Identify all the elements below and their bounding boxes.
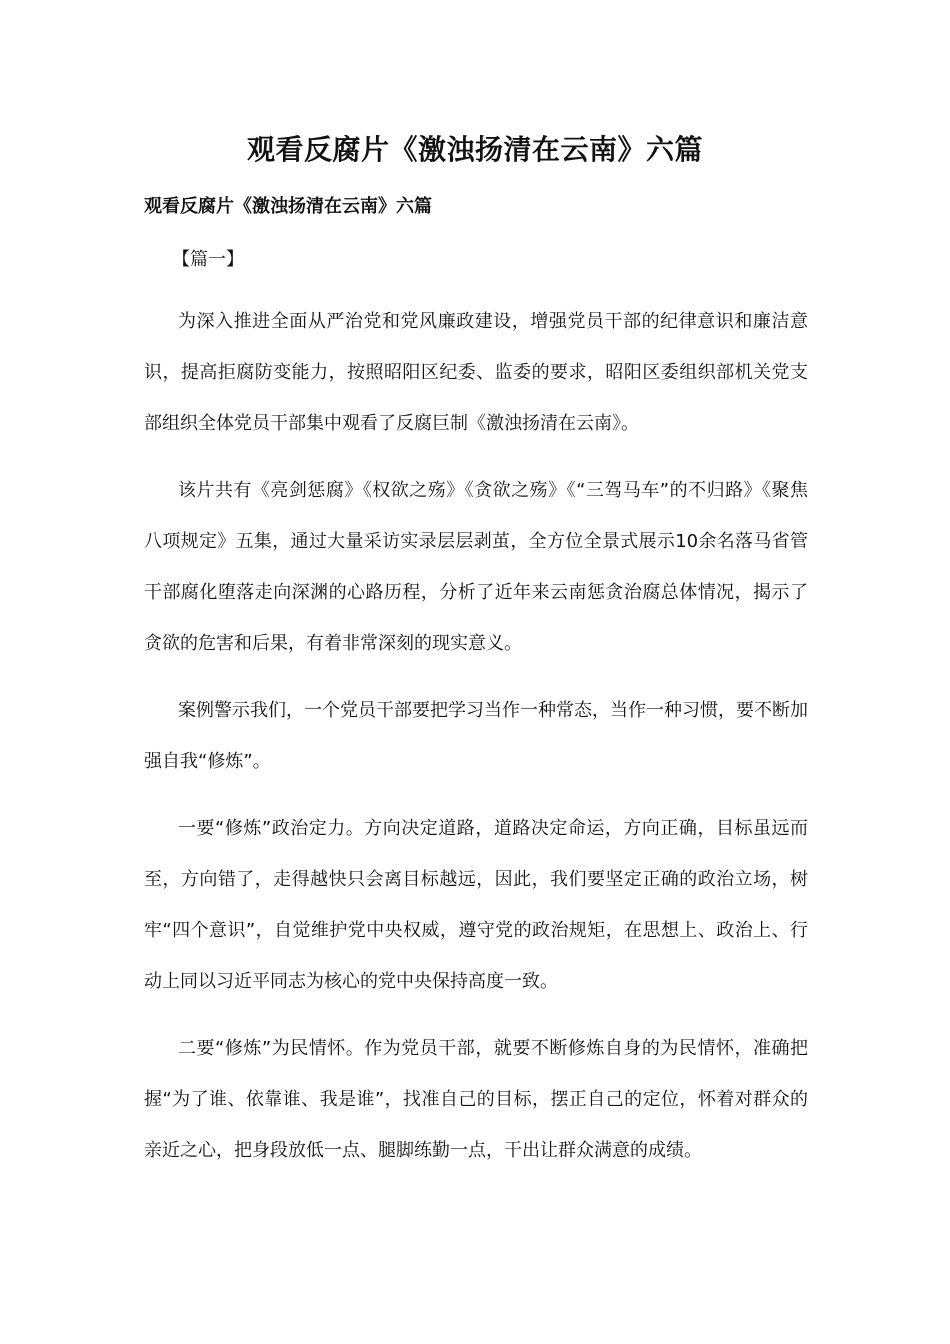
- paragraph-5: 二要“修炼”为民情怀。作为党员干部，就要不断修炼自身的为民情怀，准确把握“为了谁、依靠谁、我是谁”，找准自己的目标，摆正自己的定位，怀着对群众的亲近之心，把身段放低一点、腿脚练勤一点，干出让群众满意的成绩。: [144, 1038, 808, 1161]
- paragraph-1: 为深入推进全面从严治党和党风廉政建设，增强党员干部的纪律意识和廉洁意识，提高拒腐防变能力，按照昭阳区纪委、监委的要求，昭阳区委组织部机关党支部组织全体党员干部集中观看了反腐巨制《激浊扬清在云南》。: [144, 311, 808, 434]
- document-title: 观看反腐片《激浊扬清在云南》六篇: [246, 133, 703, 166]
- section-label: 【篇一】: [172, 249, 244, 270]
- paragraph-2: 该片共有《亮剑惩腐》《权欲之殇》《贪欲之殇》《“三驾马车”的不归路》《聚焦八项规定》五集，通过大量采访实录层层剥茧，全方位全景式展示10余名落马省管干部腐化堕落走向深渊的心路历程，分析了近年来云南惩贪治腐总体情况，揭示了贪欲的危害和后果，有着非常深刻的现实意义。: [144, 480, 808, 654]
- paragraph-4: 一要“修炼”政治定力。方向决定道路，道路决定命运，方向正确，目标虽远而至，方向错了，走得越快只会离目标越远，因此，我们要坚定正确的政治立场，树牢“四个意识”，自觉维护党中央权威，遵守党的政治规矩，在思想上、政治上、行动上同以习近平同志为核心的党中央保持高度一致。: [144, 818, 808, 992]
- document-body: [144, 243, 808, 1192]
- document-subtitle: 观看反腐片《激浊扬清在云南》六篇: [144, 196, 432, 217]
- paragraph-3: 案例警示我们，一个党员干部要把学习当作一种常态，当作一种习惯，要不断加强自我“修炼”。: [144, 700, 808, 772]
